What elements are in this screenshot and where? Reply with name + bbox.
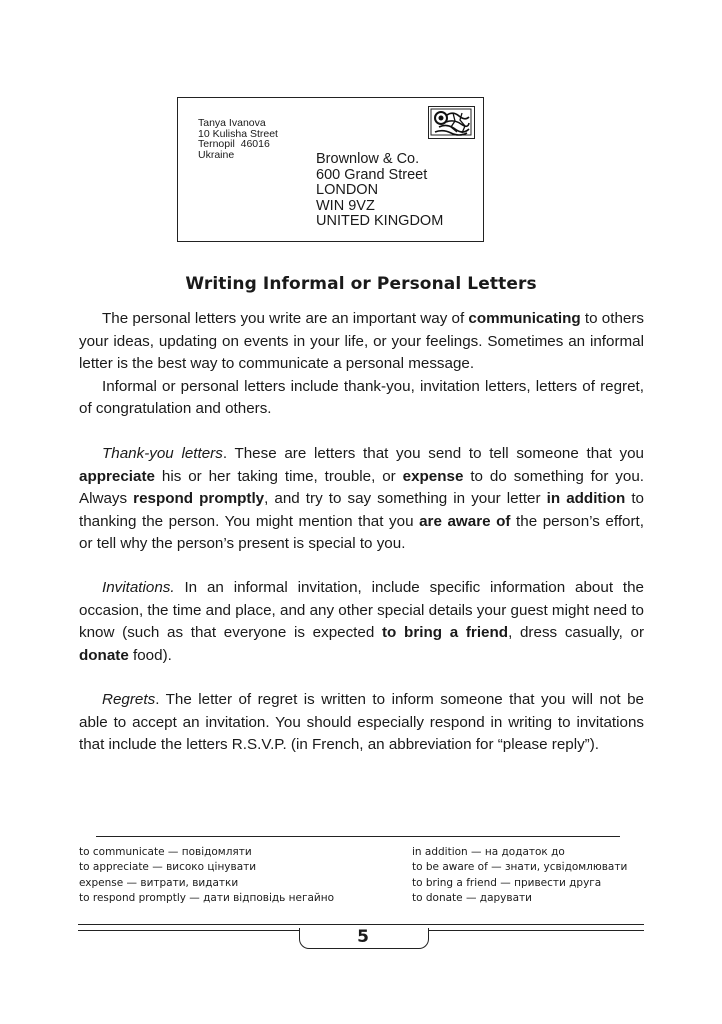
paragraph xyxy=(79,308,644,376)
text-run: to thanking the person. You might mention that you xyxy=(79,490,644,530)
sender-line: Ukraine xyxy=(198,148,235,161)
page-number: 5 xyxy=(357,927,369,947)
glossary-entry: to bring a friend — привести друга xyxy=(412,876,602,889)
paragraph xyxy=(79,443,644,556)
keyword-term: respond promptly xyxy=(133,490,265,508)
keyword-term: in addition xyxy=(546,490,626,508)
section-lead: Regrets xyxy=(102,691,156,708)
paragraph xyxy=(79,577,644,667)
paragraph xyxy=(79,376,644,421)
text-run: , and try to say something in your letter xyxy=(264,490,547,508)
paragraph-invitations xyxy=(79,577,644,667)
keyword-term: are aware of xyxy=(419,512,511,530)
text-run: food). xyxy=(128,646,172,664)
section-lead: Thank-you letters xyxy=(102,445,223,462)
glossary-entry: to respond promptly — дати відповідь негайно xyxy=(79,892,335,905)
recipient-address xyxy=(316,152,443,230)
sender-address xyxy=(198,118,278,160)
paragraph-thank-you xyxy=(79,443,644,556)
text-run: , dress casually, or xyxy=(508,624,645,642)
sender-line: Tanya Ivanova xyxy=(198,117,266,129)
glossary-divider xyxy=(96,836,620,837)
keyword-term: communicating xyxy=(468,310,581,327)
text-run: his or her taking time, trouble, or xyxy=(154,467,403,485)
glossary-right-column xyxy=(412,845,627,907)
keyword-term: donate xyxy=(79,646,129,664)
text-run: In an informal invitation, include specific information about the occasion, the time and place, and any other special details your guest might need to know (such as that everyone is expected xyxy=(79,579,644,642)
recipient-line: UNITED KINGDOM xyxy=(316,213,444,230)
recipient-line: Brownlow & Co. xyxy=(316,151,420,167)
recipient-line: WIN 9VZ xyxy=(316,197,375,214)
recipient-line: LONDON xyxy=(316,182,379,199)
text-run: . These are letters that you send to tell someone that you xyxy=(222,445,644,462)
text-run: the person’s effort, or tell why the person’s present is special to you. xyxy=(79,512,644,553)
keyword-term: appreciate xyxy=(79,467,155,485)
glossary-entry: to be aware of — знати, усвідомлювати xyxy=(412,861,628,874)
text-run: . The letter of regret is written to inform someone that you will not be able to accept an invitation. You should especially respond in writing to invitations that include the letters R.S.V.P. (in French, an abbreviation for “please reply”). xyxy=(79,691,644,754)
glossary-entry: to appreciate — високо цінувати xyxy=(79,861,257,874)
glossary-entry: in addition — на додаток до xyxy=(412,846,565,858)
footer-rule-top xyxy=(78,924,644,925)
postage-stamp-icon xyxy=(428,106,475,139)
keyword-term: expense xyxy=(402,467,464,485)
section-lead: Invitations. xyxy=(102,579,175,596)
page-title: Writing Informal or Personal Letters xyxy=(185,274,537,294)
recipient-line: 600 Grand Street xyxy=(316,166,428,183)
text-run: The personal letters you write are an important way of xyxy=(102,310,469,327)
text-run: to do something for you. Always xyxy=(79,467,644,508)
glossary-left-column xyxy=(79,845,334,907)
paragraph-group-intro xyxy=(79,308,644,421)
text-run: Informal or personal letters include thank-you, invitation letters, letters of regret, of congratulation and others. xyxy=(79,377,644,418)
glossary-entry: expense — витрати, видатки xyxy=(79,876,239,889)
paragraph-regrets xyxy=(79,689,644,757)
paragraph xyxy=(79,689,644,757)
keyword-term: to bring a friend xyxy=(382,624,509,642)
sender-line: Ternopil 46016 xyxy=(198,138,270,150)
sender-line: 10 Kulisha Street xyxy=(198,127,278,140)
glossary-entry: to communicate — повідомляти xyxy=(79,846,252,858)
text-run: to others your ideas, updating on events in your life, or your feelings. Sometimes an informal letter is the best way to communicate a personal message. xyxy=(79,310,644,373)
glossary-entry: to donate — дарувати xyxy=(412,892,532,905)
